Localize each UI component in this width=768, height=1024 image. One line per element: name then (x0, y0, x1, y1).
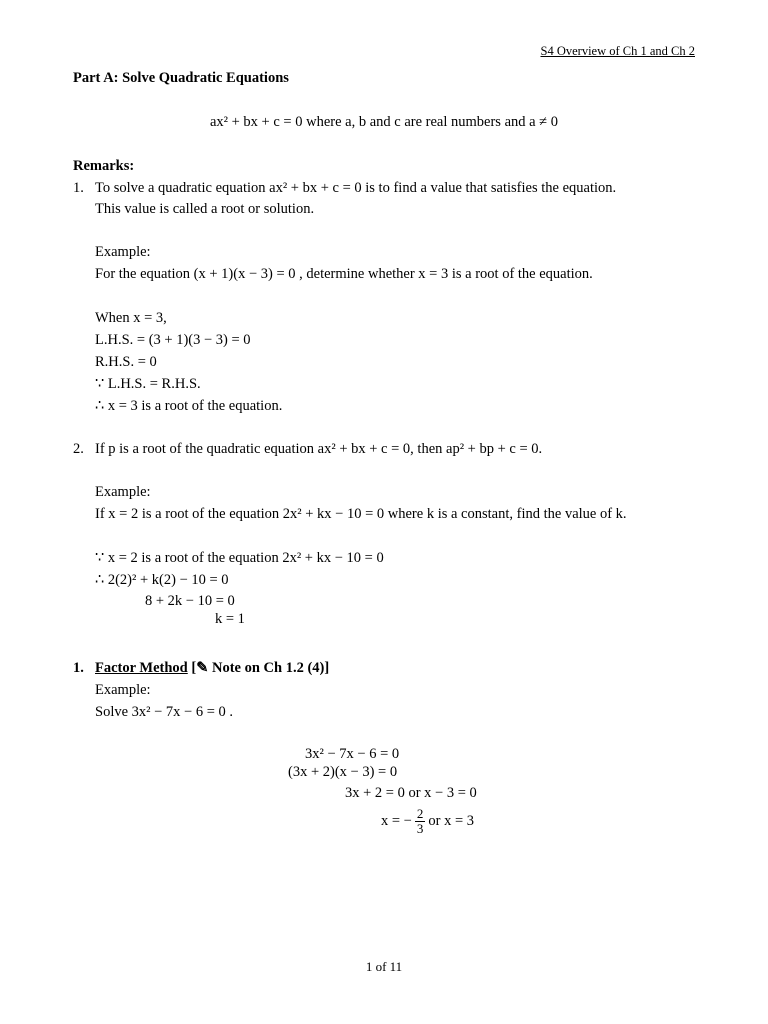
factor-step: 3x² − 7x − 6 = 0 (305, 746, 400, 762)
factor-method-example-label: Example: (95, 682, 151, 698)
fraction (415, 807, 426, 836)
page-number: 1 of 11 (365, 959, 403, 974)
remark-2-line-1: If p is a root of the quadratic equation ax² + bx + c = 0, then ap² + bp + c = 0. (95, 441, 543, 457)
factor-step: (3x + 2)(x − 3) = 0 (288, 764, 398, 780)
remark-1-step: ∴ x = 3 is a root of the equation. (95, 398, 283, 414)
remarks-title: Remarks: (73, 158, 135, 174)
fraction-denominator: 3 (416, 821, 424, 837)
fraction-numerator: 2 (416, 806, 424, 822)
final-prefix: x = − (381, 813, 412, 829)
remark-1-line-2: This value is called a root or solution. (95, 201, 315, 217)
factor-final-answer (381, 804, 474, 838)
remark-2-number: 2. (73, 441, 84, 457)
remark-2-step: ∵ x = 2 is a root of the equation 2x² + kx − 10 = 0 (95, 550, 384, 566)
factor-method-note: [✎ Note on Ch 1.2 (4)] (191, 660, 330, 676)
remark-1-step: L.H.S. = (3 + 1)(3 − 3) = 0 (95, 332, 251, 348)
factor-method-heading (95, 659, 329, 677)
remark-2-step: ∴ 2(2)² + k(2) − 10 = 0 (95, 572, 229, 588)
remark-2-example-label: Example: (95, 484, 151, 500)
factor-step: 3x + 2 = 0 or x − 3 = 0 (345, 785, 477, 801)
page-header: S4 Overview of Ch 1 and Ch 2 (540, 44, 695, 58)
remark-1-step: ∵ L.H.S. = R.H.S. (95, 376, 201, 392)
remark-1-number: 1. (73, 180, 84, 196)
remark-1-example-label: Example: (95, 244, 151, 260)
remark-2-example-text: If x = 2 is a root of the equation 2x² + kx − 10 = 0 where k is a constant, find the value of k. (95, 506, 627, 522)
factor-method-number: 1. (73, 660, 84, 676)
remark-1-step: When x = 3, (95, 310, 167, 326)
remark-1-example-text: For the equation (x + 1)(x − 3) = 0 , determine whether x = 3 is a root of the equation. (95, 266, 593, 282)
factor-method-title: Factor Method (95, 660, 188, 676)
final-suffix: or x = 3 (428, 813, 474, 829)
remark-1-line-1: To solve a quadratic equation ax² + bx + c = 0 is to find a value that satisfies the equation. (95, 180, 617, 196)
factor-method-example-text: Solve 3x² − 7x − 6 = 0 . (95, 704, 234, 720)
general-form-equation: ax² + bx + c = 0 where a, b and c are real numbers and a ≠ 0 (209, 114, 559, 130)
remark-1-step: R.H.S. = 0 (95, 354, 157, 370)
part-a-title: Part A: Solve Quadratic Equations (73, 70, 289, 86)
remark-2-step: k = 1 (215, 611, 245, 627)
remark-2-step: 8 + 2k − 10 = 0 (145, 593, 235, 609)
